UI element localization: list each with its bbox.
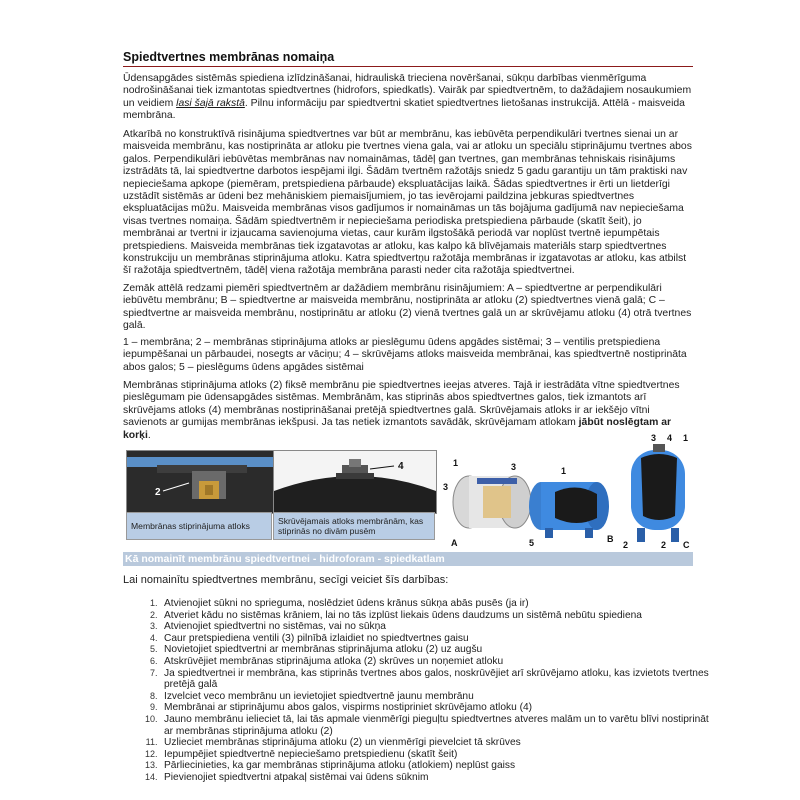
- steps-list: [140, 598, 720, 784]
- tanks-svg: [437, 432, 697, 552]
- step-item: 10. Jauno membrānu ielieciet tā, lai tās apmale vienmērīgi pieguļtu spiedtvertnes atveres malām un to varētu blīvi nostiprināt ar membrānas stiprinājuma atloku (2): [160, 714, 720, 737]
- step-item: 3. Atvienojiet spiedtvertni no sistēmas, vai no sūkņa: [160, 621, 720, 633]
- screw-flange-photo: [273, 450, 437, 514]
- flange-text-bold: jābūt noslēgtam ar korķi: [123, 417, 672, 441]
- step-item: 2. Atveriet kādu no sistēmas krāniem, lai no tās izplūst liekais ūdens daudzums un sistēmā nebūtu spiediena: [160, 610, 720, 622]
- page-title: Spiedtvertnes membrānas nomaiņa: [123, 50, 693, 67]
- intro-text-b: . Pilnu informāciju par spiedtvertni skatiet spiedtvertnes lietošanas instrukcijā. Attēlā - maisveida membrāna.: [123, 97, 685, 122]
- label-2-c: 2: [661, 540, 667, 550]
- mounting-flange-illustration: [127, 451, 273, 513]
- label-b: B: [607, 534, 614, 544]
- section-heading: Kā nomainīt membrānu spiedtvertnei - hidroforam - spiedkatlam: [123, 552, 693, 566]
- step-item: 5. Novietojiet spiedtvertni ar membrānas stiprinājuma atloku (2) uz augšu: [160, 644, 720, 656]
- label-3-left: 3: [443, 482, 449, 492]
- legend-paragraph: 1 – membrāna; 2 – membrānas stiprinājuma atloks ar pieslēgumu ūdens apgādes sistēmai; 3 – ventilis pretspiediena iepumpēšanai un pārbaudei, nosegts ar vāciņu; 4 – skrūvējams atloks maisveida membrānai, kas spiedtvertnē nostiprināta abos galos; 5 – pieslēgums ūdens apgādes sistēmai: [123, 337, 687, 373]
- mounting-flange-caption: Membrānas stiprinājuma atloks: [126, 512, 272, 540]
- step-item: 1. Atvienojiet sūkni no sprieguma, noslēdziet ūdens krānus sūkņa abās pusēs (ja ir): [160, 598, 720, 610]
- step-item: 12. Iepumpējiet spiedtvertnē nepieciešamo pretspiedienu (skatīt šeit): [160, 749, 720, 761]
- step-item: 11. Uzlieciet membrānas stiprinājuma atloku (2) un vienmērīgi pievelciet tā skrūves: [160, 737, 720, 749]
- mounting-flange-photo: [126, 450, 274, 514]
- label-5: 5: [529, 538, 535, 548]
- intro-text-a: Ūdensapgādes sistēmās spiediena izlīdzināšanai, hidrauliskā trieciena novēršanai, sūkņu darbības vienmērīguma nodrošināšanai tiek izmantotas spiedtvertnes (hidrofors, spiedkatls). Vairāk par spiedtvertnēm, to dažādajiem nosaukumiem un veidiem: [123, 73, 692, 109]
- label-a: A: [451, 538, 458, 548]
- step-item: 9. Membrānai ar stiprinājumu abos galos, vispirms nostipriniet skrūvējamo atloku (4): [160, 702, 720, 714]
- label-1-mid: 1: [561, 466, 567, 476]
- screw-flange-number-label: 4: [398, 461, 404, 472]
- flange-number-label: 2: [155, 487, 161, 498]
- membrane-types-paragraph: Atkarībā no konstruktīvā risinājuma spiedtvertnes var būt ar membrānu, kas iebūvēta perpendikulāri tvertnes sienai un ar maisveida membrānu, kas nostiprināta ar atloku pie tvertnes viena gala, vai ar atloku un speciālu stiprinājumu tvertnes abos galos. Perpendikulāri iebūvētas membrānas nav nomaināmas, tādēļ gan tvertnes, gan membrānas tehniskais risinājums izstrādāts tā, lai spiedtvertne darbotos iespējami ilgi. Šādām tvertnēm ražotājs sniedz 5 gadu garantiju un tām praktiski nav nepieciešama apkope (piemēram, pretspiediena pārbaude) ekspluatācijas laikā. Šādas spiedtvertnes ir ērti un lietderīgi uzstādīt sistēmās ar ūdeni bez mehāniskiem piemaisījumiem, jo tas ievērojami paildzina jebkuras spiedtvertnes ekspluatācijas mūžu. Maisveida membrānas visos gadījumos ir nomaināmas un tās bojājuma gadījumā nav nepieciešama visas tvertnes nomaiņa. Šādām spiedtvertnēm ir nepieciešama periodiska pretspiediena pārbaude (skatīt šeit), jo membrānai ar tvertni ir izjaucama savienojuma vietas, caur kurām ilgstošākā periodā var noplūst tvertnē iepumpētais pretspiediens. Maisveida membrānas tiek izgatavotas ar atloku, kas kalpo kā blīvējamais materiāls starp spiedtvertnes konstrukciju un membrānas stiprinājuma atloku. Katra spiedtvertņu ražotāja membrānas ir izgatavotas ar atloku, kas atbilst šī ražotāja spiedtvertnēm, tādēļ viena ražotāja membrāna parasti neder cita ražotāja spiedtvertnei.: [123, 129, 692, 277]
- label-1-right: 1: [683, 433, 689, 443]
- flange-text-b: .: [147, 429, 151, 441]
- label-3-right: 3: [651, 433, 657, 443]
- examples-paragraph: Zemāk attēlā redzami piemēri spiedtvertnēm ar dažādiem membrānu risinājumiem: A – spiedtvertne ar perpendikulāri iebūvētu membrānu; B – spiedtvertne ar maisveida membrānu, nostiprināta ar atloku (2) spiedtvertnes vienā galā; C – spiedtvertne ar maisveida membrānu, nostiprinātu ar atloku (2) vienā tvertnes galā un ar skrūvējamu atloku (4) otrā tvertnes galā.: [123, 283, 692, 332]
- article-link[interactable]: lasi šajā rakstā: [176, 97, 245, 109]
- flange-text-a: Membrānas stiprinājuma atloks (2) fiksē membrānu pie spiedtvertnes ieejas atveres. Tajā ir iestrādāta vītne spiedtvertnes pieslēgumam pie ūdensapgādes sistēmas. Membrānām, kas stiprinās abos spiedtvertnes galos, tiek izmantots arī skrūvējams atloks (4) membrānas nostiprināšanai pretējā spiedtvertnes galā. Skrūvējamais atloks ir ar iekšējo vītni savienots ar gumijas membrānas iekšpusi. Ja tas netiek izmantots savādāk, skrūvējamam atlokam: [123, 380, 680, 429]
- screw-flange-illustration: [274, 451, 436, 513]
- step-item: 7. Ja spiedtvertnei ir membrāna, kas stiprinās tvertnes abos galos, noskrūvējiet arī skrūvējamo atloku, kas izvietots tvertnes pretējā galā: [160, 668, 720, 691]
- steps-intro: Lai nomainītu spiedtvertnes membrānu, secīgi veiciet šīs darbības:: [123, 574, 449, 586]
- screw-flange-caption: Skrūvējamais atloks membrānām, kas stiprinās no divām pusēm: [273, 512, 435, 540]
- step-item: 13. Pārliecinieties, ka gar membrānas stiprinājuma atloku (atlokiem) neplūst gaiss: [160, 760, 720, 772]
- intro-paragraph: [123, 73, 695, 123]
- step-item: 6. Atskrūvējiet membrānas stiprinājuma atloka (2) skrūves un noņemiet atloku: [160, 656, 720, 668]
- step-item: 8. Izvelciet veco membrānu un ievietojiet spiedtvertnē jaunu membrānu: [160, 691, 720, 703]
- label-2-b: 2: [623, 540, 629, 550]
- step-item: 4. Caur pretspiediena ventili (3) pilnībā izlaidiet no spiedtvertnes gaisu: [160, 633, 720, 645]
- step-item: 14. Pievienojiet spiedtvertni atpakaļ sistēmai vai ūdens sūknim: [160, 772, 720, 784]
- label-4-right: 4: [667, 433, 673, 443]
- label-c: C: [683, 540, 690, 550]
- tanks-illustration: [437, 432, 697, 552]
- label-3-mid: 3: [511, 462, 517, 472]
- label-1-left: 1: [453, 458, 459, 468]
